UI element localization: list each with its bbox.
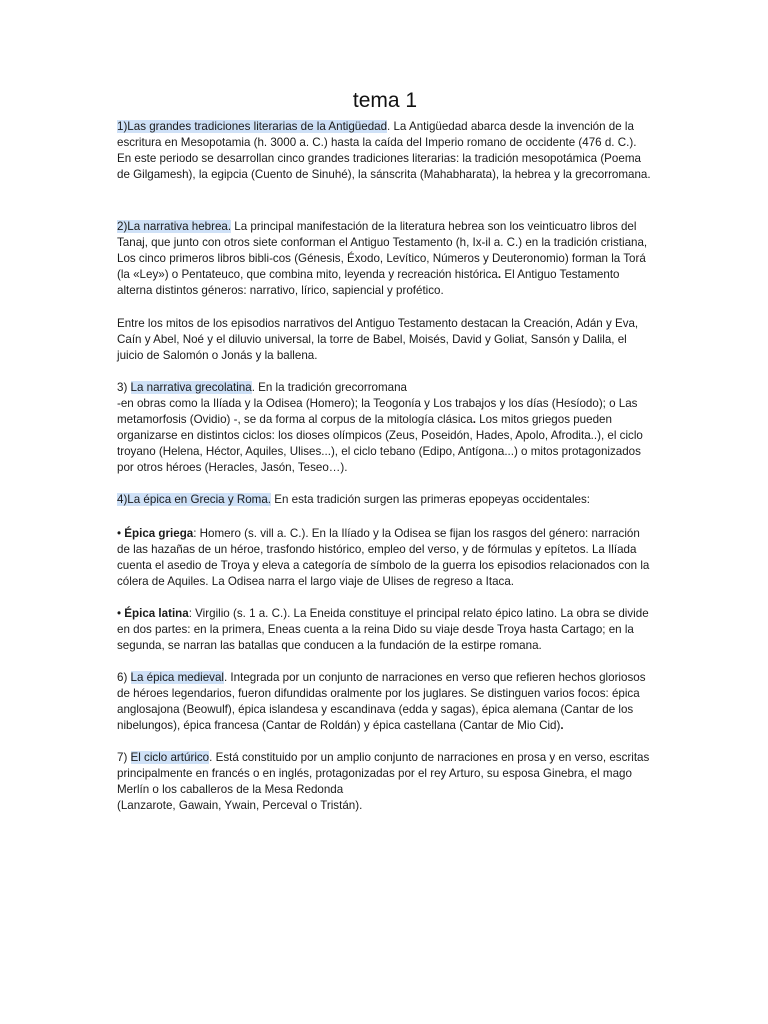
section-2-bold-dot: . — [497, 267, 502, 281]
section-6-text: . Integrada por un conjunto de narraciones en verso que refieren hechos gloriosos de héroes legendarios, fueron difundidas oralmente por los juglares. Se distinguen varios focos: épica anglosajona (Beowulf), épica islandesa y escandinava (edda y sagas), épica alemana (Cantar de los nibelungos), épica francesa (Cantar de Roldán) y épica castellana (Cantar de Mio Cid) — [117, 671, 646, 732]
section-2-text-a: La principal manifestación de la literatura hebrea son los veinticuatro libros del Tanaj, que junto con otros siete conforman el Antiguo Testamento (h, Ix-il a. C.) en la tradición cristiana, Los cinco primeros libros bibli-cos (Génesis, Éxodo, Levítico, Números y Deuteronomio) forman la Torá (la «Ley») o Pentateuco, que combina mito, leyenda y recreación histórica — [117, 220, 648, 281]
section-7-prefix: 7) — [117, 751, 131, 764]
section-3-text-a: . En la tradición grecorromana — [251, 381, 408, 394]
section-6-bold-dot: . — [560, 718, 564, 732]
section-4-heading: 4)La épica en Grecia y Roma. — [117, 493, 272, 506]
paragraph-3 — [117, 380, 653, 475]
section-6-heading: La épica medieval — [130, 671, 224, 684]
section-3-text-b: -en obras como la Ilíada y la Odisea (Homero); la Teogonía y Los trabajos y los días (Hesíodo); o Las metamorfosis (Ovidio) -, se da forma al corpus de la mitología clásica — [117, 396, 638, 426]
epica-latina-text: : Virgilio (s. 1 a. C.). La Eneida constituye el principal relato épico latino. La obra se divide en dos partes: en la primera, Eneas cuenta a la reina Dido su viaje desde Troya hasta Cartago; en la segunda, se narran las batallas que conducen a la fundación de la estirpe romana. — [117, 607, 649, 652]
paragraph-7 — [117, 750, 653, 814]
bullet-icon: • — [117, 607, 125, 620]
section-4-text: En esta tradición surgen las primeras epopeyas occidentales: — [271, 493, 591, 506]
section-7-text-b: (Lanzarote, Gawain, Ywain, Perceval o Tristán). — [117, 798, 363, 812]
section-7-text-a: . Está constituido por un amplio conjunto de narraciones en prosa y en verso, escritas principalmente en francés o en inglés, protagonizadas por el rey Arturo, su esposa Ginebra, el mago Merlín o los caballeros de la Mesa Redonda — [117, 751, 650, 796]
section-3-prefix: 3) — [117, 381, 131, 394]
section-1-text: . La Antigüedad abarca desde la invención de la escritura en Mesopotamia (h. 3000 a. C.) hasta la caída del Imperio romano de occidente (476 d. C.). En este periodo se desarrollan cinco grandes tradiciones literarias: la tradición mesopotámica (Poema de Gilgamesh), la egipcia (Cuento de Sinuhé), la sánscrita (Mahabharata), la hebrea y la grecorromana. — [117, 120, 651, 181]
section-3-text-c: Los mitos griegos pueden organizarse en distintos ciclos: los dioses olímpicos (Zeus, Poseidón, Hades, Apolo, Afrodita..), el ciclo troyano (Helena, Héctor, Aquiles, Ulises...), el ciclo tebano (Edipo, Antígona...) o mitos protagonizados por otros héroes (Heracles, Jasón, Teseo…). — [117, 412, 643, 474]
section-1-heading: 1)Las grandes tradiciones literarias de la Antigüedad — [117, 120, 388, 133]
document-title: tema 1 — [352, 89, 418, 112]
paragraph-4 — [117, 492, 653, 508]
paragraph-1 — [117, 119, 653, 183]
section-3-bold-dot: . — [472, 412, 476, 426]
section-7-heading: El ciclo artúrico — [130, 751, 210, 764]
paragraph-6 — [117, 670, 653, 734]
epica-griega-label: Épica griega — [124, 527, 194, 540]
epica-latina-label: Épica latina — [124, 607, 189, 620]
paragraph-2 — [117, 219, 653, 299]
section-2-text-b: El Antiguo Testamento alterna distintos géneros: narrativo, lírico, sapiencial y profético. — [117, 267, 620, 297]
section-2-heading: 2)La narrativa hebrea. — [117, 220, 232, 233]
section-3-heading: La narrativa grecolatina — [130, 381, 252, 394]
section-6-prefix: 6) — [117, 671, 131, 684]
section-2b-text: Entre los mitos de los episodios narrativos del Antiguo Testamento destacan la Creación, Adán y Eva, Caín y Abel, Noé y el diluvio universal, la torre de Babel, Moisés, David y Goliat, Sansón y Dalila, el juicio de Salomón o Jonás y la ballena. — [117, 317, 639, 362]
paragraph-2b — [117, 316, 653, 364]
paragraph-epica-griega — [117, 526, 653, 590]
epica-griega-text: : Homero (s. vill a. C.). En la Ilíado y la Odisea se fijan los rasgos del género: narración de las hazañas de un héroe, trasfondo histórico, empleo del verso, y de fórmulas y epítetos. La Ilíada cuenta el asedio de Troya y eleva a categoría de símbolo de la guerra los episodios relacionados con la cólera de Aquiles. La Odisea narra el largo viaje de Ulises de regreso a Itaca. — [117, 527, 650, 588]
paragraph-epica-latina — [117, 606, 653, 654]
bullet-icon: • — [117, 527, 125, 540]
